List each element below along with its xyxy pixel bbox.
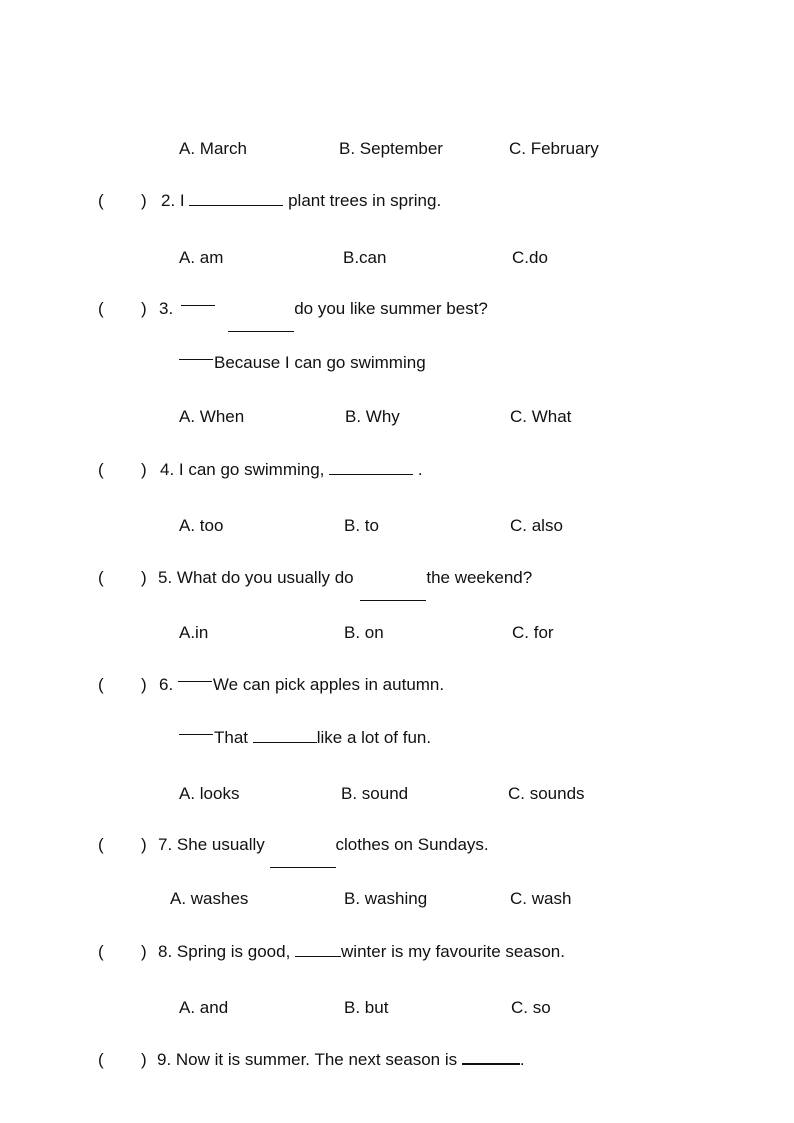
q8-stem-after: winter is my favourite season.	[341, 942, 565, 961]
q5-paren-right: )	[141, 568, 147, 587]
q2-stem	[161, 191, 441, 211]
q6-line2-before: That	[214, 728, 253, 747]
q8-option-b: B. but	[344, 998, 389, 1017]
q5-option-b: B. on	[344, 623, 384, 642]
q4-paren-right: )	[141, 460, 147, 479]
q2-paren-right: )	[141, 191, 147, 210]
q6-reply-dash	[179, 734, 213, 735]
q4-option-b: B. to	[344, 516, 379, 535]
q6-line2-after: like a lot of fun.	[316, 728, 432, 747]
q9-blank	[462, 1062, 520, 1065]
q2-option-b: B.can	[343, 248, 387, 267]
q7-option-a: A. washes	[170, 889, 249, 908]
q5-stem-after: the weekend?	[426, 568, 533, 587]
q9-paren-left: (	[98, 1050, 104, 1069]
q6-stem	[159, 675, 444, 695]
q7-stem-before: 7. She usually	[158, 835, 270, 854]
q6-option-b: B. sound	[341, 784, 409, 803]
q1-option-c: C. February	[509, 139, 599, 158]
q4-stem-after: .	[413, 460, 423, 479]
q2-blank	[189, 204, 283, 206]
q6-paren-left: (	[98, 675, 104, 694]
q3-reply-text: Because I can go swimming	[214, 353, 426, 372]
q5-stem	[158, 568, 532, 588]
q6-option-c: C. sounds	[508, 784, 585, 803]
q2-option-a: A. am	[179, 248, 224, 267]
q8-option-a: A. and	[179, 998, 229, 1017]
q5-blank	[360, 599, 426, 601]
q4-option-c: C. also	[510, 516, 563, 535]
q7-paren-left: (	[98, 835, 104, 854]
q2-paren-left: (	[98, 191, 104, 210]
q3-paren-left: (	[98, 299, 104, 318]
q7-paren-right: )	[141, 835, 147, 854]
q1-option-a: A. March	[179, 139, 248, 158]
q3-reply	[179, 353, 426, 373]
q8-stem-before: 8. Spring is good,	[158, 942, 296, 961]
q3-option-a: A. When	[179, 407, 245, 426]
q6-dash	[178, 681, 212, 682]
q3-dash	[181, 305, 215, 306]
q2-stem-before: 2. I	[161, 191, 190, 210]
q8-option-c: C. so	[511, 998, 551, 1017]
q7-option-b: B. washing	[344, 889, 428, 908]
q5-paren-left: (	[98, 568, 104, 587]
q3-stem-after: do you like summer best?	[294, 299, 488, 318]
q7-stem	[158, 835, 489, 855]
q7-option-c: C. wash	[510, 889, 572, 908]
q8-blank	[295, 955, 341, 957]
q6-option-a: A. looks	[179, 784, 240, 803]
q3-option-c: C. What	[510, 407, 572, 426]
q7-blank	[270, 866, 336, 868]
q5-option-a: A.in	[179, 623, 209, 642]
q4-stem	[160, 460, 423, 480]
q8-paren-right: )	[141, 942, 147, 961]
q1-option-b: B. September	[339, 139, 443, 158]
q9-paren-right: )	[141, 1050, 147, 1069]
q7-stem-after: clothes on Sundays.	[335, 835, 489, 854]
q3-stem	[159, 299, 488, 319]
q2-option-c: C.do	[512, 248, 548, 267]
q4-option-a: A. too	[179, 516, 224, 535]
q4-paren-left: (	[98, 460, 104, 479]
q6-paren-right: )	[141, 675, 147, 694]
q3-blank	[228, 330, 294, 332]
q3-number: 3.	[159, 299, 174, 318]
q8-stem	[158, 942, 565, 962]
q2-stem-after: plant trees in spring.	[283, 191, 442, 210]
q6-reply	[179, 728, 431, 748]
q9-stem-before: 9. Now it is summer. The next season is	[157, 1050, 462, 1069]
q8-paren-left: (	[98, 942, 104, 961]
q9-stem	[157, 1050, 525, 1070]
q4-blank	[329, 473, 413, 475]
q3-paren-right: )	[141, 299, 147, 318]
q3-option-b: B. Why	[345, 407, 400, 426]
q5-stem-before: 5. What do you usually do	[158, 568, 359, 587]
q6-number: 6.	[159, 675, 178, 694]
q6-line1: We can pick apples in autumn.	[212, 675, 445, 694]
q3-reply-dash	[179, 359, 213, 360]
q4-stem-before: 4. I can go swimming,	[160, 460, 330, 479]
q5-option-c: C. for	[512, 623, 554, 642]
q9-stem-after: .	[519, 1050, 525, 1069]
q6-blank	[253, 741, 317, 743]
